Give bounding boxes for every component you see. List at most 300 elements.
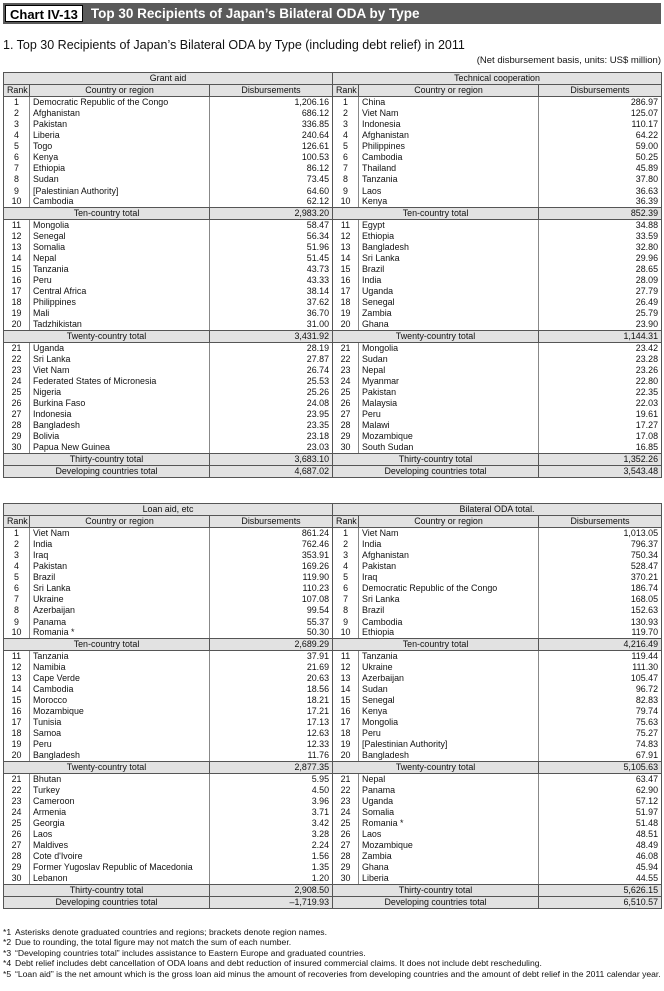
- table-row: [4, 829, 662, 840]
- disbursement-cell: 43.73: [210, 264, 333, 275]
- disbursement-cell: 107.08: [210, 594, 333, 605]
- disbursement-cell: 2.24: [210, 840, 333, 851]
- country-column-header: Country or region: [359, 85, 539, 97]
- country-cell: Laos: [359, 829, 539, 840]
- rank-cell: 24: [333, 376, 359, 387]
- country-cell: Zambia: [359, 851, 539, 862]
- disbursement-cell: 67.91: [539, 750, 662, 761]
- country-cell: Romania *: [359, 818, 539, 829]
- country-cell: India: [30, 539, 210, 550]
- country-cell: Mongolia: [359, 717, 539, 728]
- twenty-total-label: Twenty-country total: [333, 330, 539, 342]
- disbursement-cell: 26.49: [539, 297, 662, 308]
- footnote-text: Debt relief includes debt cancellation of ODA loans and debt reduction of insured commercial claims. It does not include debt rescheduling.: [15, 958, 542, 969]
- rank-cell: 12: [4, 231, 30, 242]
- country-cell: Kenya: [359, 706, 539, 717]
- disbursement-cell: 240.64: [210, 130, 333, 141]
- table-row: [4, 231, 662, 242]
- rank-cell: 29: [333, 862, 359, 873]
- rank-cell: 7: [4, 163, 30, 174]
- table-row: [4, 286, 662, 297]
- country-cell: Cambodia: [359, 152, 539, 163]
- disbursement-cell: 23.28: [539, 353, 662, 364]
- twenty-total-label: Twenty-country total: [333, 761, 539, 773]
- country-cell: Senegal: [359, 297, 539, 308]
- disbursement-cell: 126.61: [210, 141, 333, 152]
- rank-cell: 25: [333, 387, 359, 398]
- disbursement-cell: 32.80: [539, 242, 662, 253]
- country-cell: Peru: [359, 409, 539, 420]
- country-cell: [Palestinian Authority]: [30, 185, 210, 196]
- rank-cell: 3: [4, 550, 30, 561]
- thirty-total-value: 1,352.26: [539, 453, 662, 465]
- table-row: [4, 97, 662, 108]
- rank-cell: 19: [333, 308, 359, 319]
- country-cell: Sri Lanka: [359, 594, 539, 605]
- rank-cell: 28: [333, 420, 359, 431]
- rank-cell: 9: [4, 185, 30, 196]
- country-cell: Ethiopia: [359, 627, 539, 638]
- disbursement-cell: 21.69: [210, 662, 333, 673]
- country-cell: Malaysia: [359, 398, 539, 409]
- table-row: [4, 387, 662, 398]
- table-row: [4, 297, 662, 308]
- disbursement-cell: 119.90: [210, 572, 333, 583]
- country-cell: Viet Nam: [359, 528, 539, 539]
- rank-cell: 5: [4, 572, 30, 583]
- disbursement-cell: 1,206.16: [210, 97, 333, 108]
- country-cell: Viet Nam: [359, 108, 539, 119]
- rank-cell: 4: [4, 130, 30, 141]
- table-row: [4, 572, 662, 583]
- table-row: [4, 253, 662, 264]
- table-row: [4, 840, 662, 851]
- country-cell: Azerbaijan: [30, 605, 210, 616]
- table-row: [4, 196, 662, 207]
- rank-cell: 15: [333, 695, 359, 706]
- country-cell: Pakistan: [359, 387, 539, 398]
- country-cell: Cambodia: [30, 196, 210, 207]
- disbursement-cell: 762.46: [210, 539, 333, 550]
- country-cell: Iraq: [30, 550, 210, 561]
- country-cell: Senegal: [359, 695, 539, 706]
- rank-cell: 17: [4, 717, 30, 728]
- disbursement-cell: 96.72: [539, 684, 662, 695]
- disbursement-cell: 12.33: [210, 739, 333, 750]
- table-row: [4, 141, 662, 152]
- ten-total-label: Ten-country total: [333, 207, 539, 219]
- disbursement-cell: 28.09: [539, 275, 662, 286]
- disbursement-cell: 169.26: [210, 561, 333, 572]
- country-cell: Bhutan: [30, 773, 210, 784]
- disbursement-cell: 5.95: [210, 773, 333, 784]
- disbursement-cell: 119.70: [539, 627, 662, 638]
- rank-cell: 10: [333, 627, 359, 638]
- thirty-total-label: Thirty-country total: [333, 453, 539, 465]
- disbursement-cell: 18.21: [210, 695, 333, 706]
- twenty-total-label: Twenty-country total: [4, 761, 210, 773]
- rank-cell: 24: [333, 807, 359, 818]
- disbursement-cell: 73.45: [210, 174, 333, 185]
- developing-total-value: 3,543.48: [539, 465, 662, 477]
- ten-total-label: Ten-country total: [333, 638, 539, 650]
- disbursement-cell: 43.33: [210, 275, 333, 286]
- rank-cell: 16: [4, 275, 30, 286]
- rank-cell: 10: [4, 627, 30, 638]
- rank-cell: 2: [333, 108, 359, 119]
- disbursement-cell: 105.47: [539, 673, 662, 684]
- rank-cell: 1: [333, 528, 359, 539]
- table-row: [4, 163, 662, 174]
- country-cell: Tanzania: [30, 264, 210, 275]
- disbursement-cell: 33.59: [539, 231, 662, 242]
- disbursement-cell: 28.19: [210, 342, 333, 353]
- country-cell: Panama: [30, 616, 210, 627]
- table-row: [4, 750, 662, 761]
- country-cell: Viet Nam: [30, 528, 210, 539]
- disbursement-cell: 51.45: [210, 253, 333, 264]
- rank-cell: 2: [4, 539, 30, 550]
- table-row: [4, 717, 662, 728]
- disbursement-cell: 11.76: [210, 750, 333, 761]
- country-cell: Pakistan: [30, 119, 210, 130]
- rank-column-header: Rank: [4, 516, 30, 528]
- rank-cell: 19: [4, 739, 30, 750]
- disbursement-cell: 25.26: [210, 387, 333, 398]
- disbursement-cell: 24.08: [210, 398, 333, 409]
- rank-cell: 26: [333, 829, 359, 840]
- grant-and-technical-table: [3, 72, 662, 478]
- disbursement-cell: 45.89: [539, 163, 662, 174]
- rank-cell: 1: [333, 97, 359, 108]
- footnote-text: Asterisks denote graduated countries and regions; brackets denote region names.: [15, 927, 327, 937]
- disbursement-cell: 29.96: [539, 253, 662, 264]
- table-row: [4, 684, 662, 695]
- disbursement-cell: 44.55: [539, 873, 662, 884]
- rank-column-header: Rank: [333, 85, 359, 97]
- disbursement-cell: 1.20: [210, 873, 333, 884]
- disbursement-cell: 17.08: [539, 431, 662, 442]
- bilateral-oda-total-section-title: Bilateral ODA total.: [333, 504, 662, 516]
- country-cell: Somalia: [359, 807, 539, 818]
- disbursement-cell: 50.25: [539, 152, 662, 163]
- country-cell: Sri Lanka: [359, 253, 539, 264]
- disbursement-cell: 79.74: [539, 706, 662, 717]
- country-cell: Cambodia: [359, 616, 539, 627]
- disbursement-cell: 23.42: [539, 342, 662, 353]
- country-cell: Bangladesh: [30, 420, 210, 431]
- rank-cell: 25: [333, 818, 359, 829]
- disbursement-cell: 50.30: [210, 627, 333, 638]
- table-row: [4, 673, 662, 684]
- disbursement-cell: 336.85: [210, 119, 333, 130]
- twenty-total-row: [4, 330, 662, 342]
- footnotes: [3, 927, 661, 979]
- country-cell: Panama: [359, 784, 539, 795]
- table-row: [4, 442, 662, 453]
- table-row: [4, 706, 662, 717]
- rank-cell: 12: [333, 231, 359, 242]
- disbursement-cell: 55.37: [210, 616, 333, 627]
- disbursement-cell: 861.24: [210, 528, 333, 539]
- disbursement-cell: 3.71: [210, 807, 333, 818]
- footnote: [3, 937, 661, 947]
- ten-total-value: 852.39: [539, 207, 662, 219]
- disbursement-cell: 58.47: [210, 219, 333, 230]
- disbursement-cell: 100.53: [210, 152, 333, 163]
- country-cell: Mozambique: [359, 431, 539, 442]
- country-cell: Burkina Faso: [30, 398, 210, 409]
- rank-cell: 13: [4, 242, 30, 253]
- rank-cell: 18: [333, 297, 359, 308]
- country-cell: Sri Lanka: [30, 583, 210, 594]
- rank-cell: 4: [333, 561, 359, 572]
- developing-total-row: [4, 465, 662, 477]
- rank-cell: 13: [333, 673, 359, 684]
- disbursement-cell: 62.90: [539, 784, 662, 795]
- developing-total-value: 6,510.57: [539, 896, 662, 908]
- disbursement-cell: 110.17: [539, 119, 662, 130]
- rank-cell: 6: [333, 152, 359, 163]
- rank-cell: 27: [4, 409, 30, 420]
- footnote-mark: *5: [3, 968, 12, 979]
- country-cell: [Palestinian Authority]: [359, 739, 539, 750]
- twenty-total-label: Twenty-country total: [4, 330, 210, 342]
- table-row: [4, 561, 662, 572]
- disbursement-cell: 23.18: [210, 431, 333, 442]
- rank-column-header: Rank: [333, 516, 359, 528]
- table-row: [4, 796, 662, 807]
- country-cell: Kenya: [30, 152, 210, 163]
- country-cell: Bangladesh: [359, 242, 539, 253]
- country-cell: Sri Lanka: [30, 353, 210, 364]
- disbursement-cell: 57.12: [539, 796, 662, 807]
- country-cell: Peru: [30, 739, 210, 750]
- disbursement-cell: 22.35: [539, 387, 662, 398]
- disbursement-cell: 370.21: [539, 572, 662, 583]
- country-cell: Sudan: [359, 353, 539, 364]
- rank-cell: 26: [4, 829, 30, 840]
- disbursement-cell: 1.35: [210, 862, 333, 873]
- rank-cell: 19: [4, 308, 30, 319]
- disbursement-cell: 64.60: [210, 185, 333, 196]
- country-cell: Liberia: [359, 873, 539, 884]
- country-cell: Cote d'Ivoire: [30, 851, 210, 862]
- disbursement-cell: 37.62: [210, 297, 333, 308]
- rank-cell: 6: [4, 583, 30, 594]
- rank-cell: 27: [4, 840, 30, 851]
- ten-total-row: [4, 638, 662, 650]
- rank-cell: 21: [4, 773, 30, 784]
- thirty-total-label: Thirty-country total: [4, 884, 210, 896]
- country-cell: Federated States of Micronesia: [30, 376, 210, 387]
- disbursement-cell: 4.50: [210, 784, 333, 795]
- thirty-total-value: 5,626.15: [539, 884, 662, 896]
- disbursement-cell: 82.83: [539, 695, 662, 706]
- disbursement-cell: 130.93: [539, 616, 662, 627]
- country-cell: Mongolia: [359, 342, 539, 353]
- rank-cell: 15: [333, 264, 359, 275]
- twenty-total-value: 5,105.63: [539, 761, 662, 773]
- country-cell: Former Yugoslav Republic of Macedonia: [30, 862, 210, 873]
- rank-cell: 19: [333, 739, 359, 750]
- country-cell: Ukraine: [359, 662, 539, 673]
- table-row: [4, 308, 662, 319]
- disbursement-cell: 99.54: [210, 605, 333, 616]
- disbursement-cell: 686.12: [210, 108, 333, 119]
- disbursement-cell: 110.23: [210, 583, 333, 594]
- rank-cell: 14: [333, 684, 359, 695]
- twenty-total-row: [4, 761, 662, 773]
- country-cell: Indonesia: [30, 409, 210, 420]
- rank-cell: 17: [4, 286, 30, 297]
- country-cell: Bolivia: [30, 431, 210, 442]
- footnote: [3, 948, 661, 958]
- country-cell: Malawi: [359, 420, 539, 431]
- rank-cell: 8: [4, 174, 30, 185]
- country-cell: Pakistan: [359, 561, 539, 572]
- rank-cell: 25: [4, 387, 30, 398]
- table-row: [4, 605, 662, 616]
- disbursement-cell: 74.83: [539, 739, 662, 750]
- disbursement-cell: 25.79: [539, 308, 662, 319]
- country-cell: Turkey: [30, 784, 210, 795]
- section-subtitle: 1. Top 30 Recipients of Japan’s Bilateral ODA by Type (including debt relief) in 2011: [3, 38, 465, 52]
- disbursement-cell: 75.63: [539, 717, 662, 728]
- country-cell: Bangladesh: [30, 750, 210, 761]
- disbursement-cell: 23.35: [210, 420, 333, 431]
- thirty-total-value: 2,908.50: [210, 884, 333, 896]
- rank-cell: 1: [4, 528, 30, 539]
- country-cell: Nepal: [30, 253, 210, 264]
- country-cell: Sudan: [30, 174, 210, 185]
- disbursement-cell: 37.80: [539, 174, 662, 185]
- disbursement-cell: 18.56: [210, 684, 333, 695]
- rank-cell: 23: [333, 796, 359, 807]
- developing-total-label: Developing countries total: [333, 465, 539, 477]
- developing-total-row: [4, 896, 662, 908]
- technical-cooperation-section-title: Technical cooperation: [333, 73, 662, 85]
- disbursement-cell: 23.03: [210, 442, 333, 453]
- developing-total-label: Developing countries total: [333, 896, 539, 908]
- rank-cell: 8: [333, 605, 359, 616]
- rank-cell: 11: [333, 650, 359, 661]
- country-cell: Democratic Republic of the Congo: [30, 97, 210, 108]
- country-cell: Senegal: [30, 231, 210, 242]
- country-cell: Maldives: [30, 840, 210, 851]
- country-cell: Afghanistan: [359, 130, 539, 141]
- country-cell: South Sudan: [359, 442, 539, 453]
- rank-cell: 22: [333, 353, 359, 364]
- disbursement-cell: 36.39: [539, 196, 662, 207]
- rank-cell: 20: [4, 750, 30, 761]
- developing-total-value: 4,687.02: [210, 465, 333, 477]
- table-row: [4, 420, 662, 431]
- disbursement-cell: 37.91: [210, 650, 333, 661]
- rank-cell: 18: [4, 297, 30, 308]
- country-cell: Afghanistan: [359, 550, 539, 561]
- table-row: [4, 773, 662, 784]
- table-row: [4, 807, 662, 818]
- country-cell: Pakistan: [30, 561, 210, 572]
- country-cell: Tanzania: [359, 650, 539, 661]
- country-cell: Tanzania: [30, 650, 210, 661]
- rank-cell: 12: [4, 662, 30, 673]
- rank-cell: 21: [4, 342, 30, 353]
- country-cell: Togo: [30, 141, 210, 152]
- footnote: [3, 969, 661, 979]
- footnote-text: “Loan aid” is the net amount which is the gross loan aid minus the amount of recoveries from developing countries and the amount of debt relief in the 2011 calendar year.: [15, 968, 661, 979]
- country-cell: Somalia: [30, 242, 210, 253]
- rank-cell: 7: [333, 163, 359, 174]
- rank-cell: 18: [333, 728, 359, 739]
- disbursement-cell: 353.91: [210, 550, 333, 561]
- rank-cell: 4: [333, 130, 359, 141]
- disbursement-cell: 86.12: [210, 163, 333, 174]
- rank-cell: 5: [333, 141, 359, 152]
- table-row: [4, 152, 662, 163]
- rank-cell: 16: [4, 706, 30, 717]
- rank-cell: 22: [333, 784, 359, 795]
- disbursement-cell: 27.79: [539, 286, 662, 297]
- footnote: [3, 958, 661, 968]
- disbursements-column-header: Disbursements: [539, 516, 662, 528]
- country-cell: Afghanistan: [30, 108, 210, 119]
- rank-cell: 2: [4, 108, 30, 119]
- rank-cell: 28: [4, 420, 30, 431]
- rank-cell: 23: [333, 365, 359, 376]
- disbursement-cell: 125.07: [539, 108, 662, 119]
- rank-cell: 6: [4, 152, 30, 163]
- developing-total-label: Developing countries total: [4, 465, 210, 477]
- disbursement-cell: 46.08: [539, 851, 662, 862]
- disbursement-cell: 286.97: [539, 97, 662, 108]
- country-column-header: Country or region: [30, 85, 210, 97]
- country-cell: Laos: [359, 185, 539, 196]
- rank-cell: 8: [4, 605, 30, 616]
- rank-cell: 10: [333, 196, 359, 207]
- disbursement-cell: 48.49: [539, 840, 662, 851]
- table-row: [4, 583, 662, 594]
- country-cell: Romania *: [30, 627, 210, 638]
- disbursements-column-header: Disbursements: [210, 516, 333, 528]
- country-cell: Brazil: [30, 572, 210, 583]
- rank-cell: 2: [333, 539, 359, 550]
- rank-cell: 28: [333, 851, 359, 862]
- country-cell: Philippines: [30, 297, 210, 308]
- country-cell: Sudan: [359, 684, 539, 695]
- disbursement-cell: 22.03: [539, 398, 662, 409]
- rank-cell: 30: [4, 873, 30, 884]
- country-cell: Cameroon: [30, 796, 210, 807]
- table-row: [4, 818, 662, 829]
- table-row: [4, 695, 662, 706]
- table-row: [4, 242, 662, 253]
- table-row: [4, 594, 662, 605]
- disbursement-cell: 51.48: [539, 818, 662, 829]
- rank-cell: 17: [333, 717, 359, 728]
- rank-cell: 24: [4, 376, 30, 387]
- disbursement-cell: 3.42: [210, 818, 333, 829]
- country-cell: Kenya: [359, 196, 539, 207]
- table-row: [4, 862, 662, 873]
- rank-cell: 23: [4, 796, 30, 807]
- country-cell: Tunisia: [30, 717, 210, 728]
- rank-cell: 17: [333, 286, 359, 297]
- rank-cell: 21: [333, 342, 359, 353]
- disbursement-cell: 45.94: [539, 862, 662, 873]
- disbursement-cell: 36.63: [539, 185, 662, 196]
